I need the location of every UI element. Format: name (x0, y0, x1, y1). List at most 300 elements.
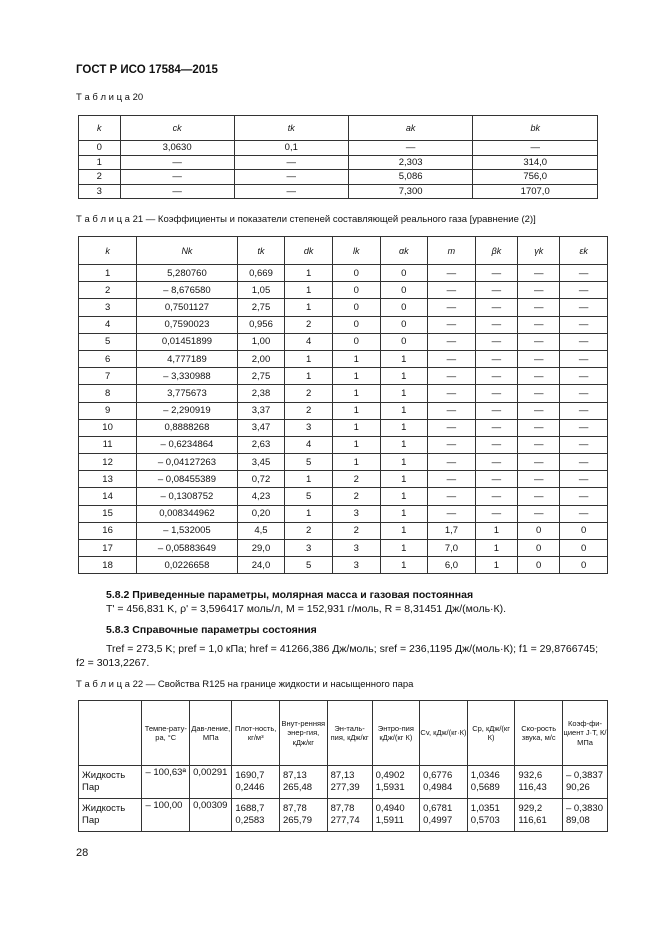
jt-vapor: 89,08 (566, 815, 590, 826)
table-cell: 0 (380, 316, 428, 333)
pressure-cell (190, 799, 232, 832)
dens-liquid: 1690,7 (235, 770, 265, 782)
table-cell: 4,23 (237, 488, 285, 505)
table-cell: — (428, 402, 476, 419)
table-cell: — (560, 402, 608, 419)
column-header: Ско-рость звука, м/с (515, 701, 563, 766)
table22-caption: Т а б л и ц а 22 — Свойства R125 на границе жидкости и насыщенного пара (76, 679, 414, 690)
table-cell: 2 (285, 402, 333, 419)
table-cell: 1 (285, 471, 333, 488)
table-row (79, 385, 608, 402)
table-cell: 14 (79, 488, 137, 505)
s-cell (372, 799, 420, 832)
table-row (79, 265, 608, 282)
table-cell: — (518, 454, 560, 471)
column-header: αk (380, 237, 428, 265)
table-cell: 0 (560, 540, 608, 557)
table-cell: 1 (332, 419, 380, 436)
table-cell: 0,8888268 (137, 419, 238, 436)
table-cell: — (475, 471, 517, 488)
table-cell: 0 (332, 333, 380, 350)
table-cell: 0 (560, 522, 608, 539)
table-cell: 1 (380, 368, 428, 385)
table-cell: 5 (285, 488, 333, 505)
cv-liquid: 0,6776 (423, 770, 453, 782)
cv-cell (420, 799, 468, 832)
table-cell: 0 (332, 282, 380, 299)
table-cell: — (428, 316, 476, 333)
table-cell: — (518, 282, 560, 299)
table-cell: 0,7590023 (137, 316, 238, 333)
table-cell: 2 (332, 488, 380, 505)
table-row (79, 419, 608, 436)
phase-vapor: Пар (82, 782, 100, 793)
jt-vapor: 90,26 (566, 782, 590, 793)
temp-value: – 100,00 (145, 800, 183, 811)
h-cell (327, 799, 372, 832)
table-cell: 3,47 (237, 419, 285, 436)
table-cell: — (560, 505, 608, 522)
column-header: k (79, 116, 121, 141)
table-cell: — (518, 471, 560, 488)
table-cell: 5,086 (348, 170, 473, 185)
table-cell: 1 (332, 454, 380, 471)
table-cell: 1 (475, 540, 517, 557)
table-cell: — (428, 471, 476, 488)
column-header: dk (285, 237, 333, 265)
table-cell: — (560, 454, 608, 471)
column-header: ak (348, 116, 473, 141)
table-cell: 1 (380, 436, 428, 453)
u-cell (280, 799, 328, 832)
table-cell: — (473, 141, 598, 156)
table-row (79, 170, 598, 185)
phase-liquid: Жидкость (82, 770, 126, 782)
column-header: Эн-таль-пия, кДж/кг (327, 701, 372, 766)
table-cell: 10 (79, 419, 137, 436)
table-cell: — (475, 299, 517, 316)
table-cell: 1 (380, 385, 428, 402)
table-cell: 1 (380, 402, 428, 419)
table-cell: — (518, 333, 560, 350)
pressure-value: 0,00309 (193, 800, 228, 811)
table-cell: — (518, 350, 560, 367)
table-cell: — (518, 505, 560, 522)
column-header: Дав-ление, МПа (190, 701, 232, 766)
table-cell: — (560, 368, 608, 385)
u-vapor: 265,79 (283, 815, 313, 826)
s-vapor: 1,5931 (375, 782, 405, 793)
table-cell: – 0,08455389 (137, 471, 238, 488)
table-cell: 3,0630 (120, 141, 234, 156)
cp-vapor: 0,5703 (470, 815, 500, 826)
table-cell: 0,72 (237, 471, 285, 488)
table-row (79, 299, 608, 316)
table-cell: 7,0 (428, 540, 476, 557)
table-cell: — (560, 316, 608, 333)
w-cell (515, 766, 563, 799)
table-cell: 1 (380, 350, 428, 367)
table-cell: 0 (380, 299, 428, 316)
table-cell: — (475, 265, 517, 282)
table-row (79, 184, 598, 199)
table-cell: 0 (332, 265, 380, 282)
table-cell: 1 (332, 385, 380, 402)
cp-vapor: 0,5689 (470, 782, 500, 793)
table-row (79, 540, 608, 557)
table-row (79, 155, 598, 170)
table-cell: 7,300 (348, 184, 473, 199)
table-cell: 3 (332, 557, 380, 574)
table-cell: 4 (285, 436, 333, 453)
cv-cell (420, 766, 468, 799)
table-cell: 1 (79, 265, 137, 282)
table-cell: 18 (79, 557, 137, 574)
table-cell: 1 (79, 155, 121, 170)
table-cell: – 0,05883649 (137, 540, 238, 557)
table-cell: 4 (79, 316, 137, 333)
table-cell: — (560, 265, 608, 282)
table-cell: 7 (79, 368, 137, 385)
table-cell: 5 (79, 333, 137, 350)
w-vapor: 116,61 (518, 815, 547, 826)
table-cell: 11 (79, 436, 137, 453)
table-cell: 1 (380, 540, 428, 557)
table-cell: 1 (285, 368, 333, 385)
table-cell: — (120, 184, 234, 199)
table-cell: 13 (79, 471, 137, 488)
table-cell: — (234, 155, 348, 170)
table-row (79, 282, 608, 299)
table-cell: – 2,290919 (137, 402, 238, 419)
table-cell: 1 (475, 557, 517, 574)
table-cell: — (428, 505, 476, 522)
cp-liquid: 1,0351 (470, 803, 500, 815)
dens-cell (232, 766, 280, 799)
column-header: Cv, кДж/(кг·К) (420, 701, 468, 766)
table-cell: — (475, 454, 517, 471)
table-cell: 0 (560, 557, 608, 574)
section-582-title: 5.8.2 Приведенные параметры, молярная масса и газовая постоянная (106, 589, 474, 601)
table-cell: 0 (518, 557, 560, 574)
table-row (79, 766, 608, 799)
h-vapor: 277,39 (330, 782, 360, 793)
table-cell: — (428, 350, 476, 367)
table-cell: 3 (332, 540, 380, 557)
table-cell: 1,05 (237, 282, 285, 299)
table-cell: — (475, 436, 517, 453)
table-cell: 2,75 (237, 368, 285, 385)
table-cell: 8 (79, 385, 137, 402)
table-cell: — (234, 184, 348, 199)
jt-cell (563, 766, 608, 799)
w-vapor: 116,43 (518, 782, 547, 793)
table-cell: — (428, 436, 476, 453)
table-cell: — (518, 368, 560, 385)
table-cell: — (475, 350, 517, 367)
table-cell: — (428, 282, 476, 299)
table-cell: 0,669 (237, 265, 285, 282)
table-cell: — (518, 299, 560, 316)
column-header: Коэф-фи-циент J·T, К/МПа (563, 701, 608, 766)
table-cell: — (560, 471, 608, 488)
table-cell: — (518, 265, 560, 282)
table-cell: 3 (285, 419, 333, 436)
table-row (79, 316, 608, 333)
s-liquid: 0,4902 (375, 770, 405, 782)
table-cell: 12 (79, 454, 137, 471)
table-cell: 3,775673 (137, 385, 238, 402)
table-cell: – 0,1308752 (137, 488, 238, 505)
table-cell: 2 (285, 385, 333, 402)
table-row (79, 333, 608, 350)
table-cell: 1 (380, 454, 428, 471)
column-header: tk (234, 116, 348, 141)
phase-cell (79, 799, 142, 832)
column-header: tk (237, 237, 285, 265)
table-cell: 0,20 (237, 505, 285, 522)
column-header: bk (473, 116, 598, 141)
table-cell: 0,7501127 (137, 299, 238, 316)
table-cell: 0 (79, 141, 121, 156)
u-liquid: 87,78 (283, 803, 307, 815)
table-cell: 1 (285, 282, 333, 299)
table-cell: 756,0 (473, 170, 598, 185)
table-cell: — (560, 488, 608, 505)
table-cell: 1707,0 (473, 184, 598, 199)
pressure-cell (190, 766, 232, 799)
table-row (79, 522, 608, 539)
table-cell: — (560, 299, 608, 316)
table-cell: — (428, 385, 476, 402)
table-cell: 2,75 (237, 299, 285, 316)
table-row (79, 488, 608, 505)
h-cell (327, 766, 372, 799)
cp-cell (467, 766, 515, 799)
table-cell: 0,1 (234, 141, 348, 156)
table-row (79, 402, 608, 419)
section-583-title: 5.8.3 Справочные параметры состояния (106, 624, 317, 636)
s-liquid: 0,4940 (375, 803, 405, 815)
dens-vapor: 0,2446 (235, 782, 265, 793)
table-cell: — (475, 402, 517, 419)
table-cell: — (428, 419, 476, 436)
table21-caption: Т а б л и ц а 21 — Коэффициенты и показатели степеней составляющей реального газа [уравнение (2)] (76, 214, 536, 225)
cp-liquid: 1,0346 (470, 770, 500, 782)
table-cell: — (518, 436, 560, 453)
table-cell: 0 (518, 540, 560, 557)
table-22 (78, 700, 608, 832)
table-cell: 3,45 (237, 454, 285, 471)
column-header: Cp, кДж/(кг К) (467, 701, 515, 766)
table-cell: 4,5 (237, 522, 285, 539)
section-582-body: T' = 456,831 K, ρ' = 3,596417 моль/л, M = 152,931 г/моль, R = 8,31451 Дж/(моль·К). (106, 603, 507, 615)
column-header: Внут-ренняя энер-гия, кДж/кг (280, 701, 328, 766)
u-liquid: 87,13 (283, 770, 307, 782)
table-cell: 15 (79, 505, 137, 522)
table-cell: 1 (332, 402, 380, 419)
table-cell: 2,38 (237, 385, 285, 402)
table-cell: — (560, 350, 608, 367)
table-cell: — (560, 419, 608, 436)
table-cell: — (518, 402, 560, 419)
table-cell: 1 (380, 557, 428, 574)
table-cell: – 0,04127263 (137, 454, 238, 471)
jt-liquid: – 0,3837 (566, 770, 603, 782)
table-cell: 1 (475, 522, 517, 539)
table-cell: – 0,6234864 (137, 436, 238, 453)
temp-cell (142, 766, 190, 799)
table-cell: – 1,532005 (137, 522, 238, 539)
w-cell (515, 799, 563, 832)
table-cell: — (475, 333, 517, 350)
jt-cell (563, 799, 608, 832)
table-cell: 0,0226658 (137, 557, 238, 574)
table-cell: 0 (332, 299, 380, 316)
table-cell: 2 (285, 316, 333, 333)
table-cell: 3 (79, 299, 137, 316)
column-header: βk (475, 237, 517, 265)
table-cell: 2,63 (237, 436, 285, 453)
table-cell: 5,280760 (137, 265, 238, 282)
column-header: Плот-ность, кг/м³ (232, 701, 280, 766)
h-liquid: 87,78 (330, 803, 355, 815)
table-cell: — (428, 368, 476, 385)
u-cell (280, 766, 328, 799)
table-cell: 29,0 (237, 540, 285, 557)
w-liquid: 929,2 (518, 803, 543, 815)
document-header: ГОСТ Р ИСО 17584—2015 (76, 64, 218, 76)
table-cell: 3 (332, 505, 380, 522)
table-cell: 4 (285, 333, 333, 350)
table-cell: — (475, 505, 517, 522)
jt-liquid: – 0,3830 (566, 803, 603, 815)
table-cell: 17 (79, 540, 137, 557)
table-cell: — (475, 316, 517, 333)
table-cell: 1 (380, 488, 428, 505)
table-cell: — (428, 299, 476, 316)
table-cell: 1 (380, 505, 428, 522)
table-cell: — (475, 368, 517, 385)
table-cell: 5 (285, 557, 333, 574)
h-liquid: 87,13 (330, 770, 355, 782)
table-cell: 3 (285, 540, 333, 557)
table-cell: 0,008344962 (137, 505, 238, 522)
table-cell: 0 (380, 333, 428, 350)
w-liquid: 932,6 (518, 770, 543, 782)
table-cell: 24,0 (237, 557, 285, 574)
table-cell: 2 (285, 522, 333, 539)
table-row (79, 141, 598, 156)
table-cell: 1,00 (237, 333, 285, 350)
column-header: Энтро-пия кДж/(кг К) (372, 701, 420, 766)
table-cell: 2,303 (348, 155, 473, 170)
temp-cell (142, 799, 190, 832)
column-header: k (79, 237, 137, 265)
table-cell: 2 (332, 471, 380, 488)
table-cell: — (428, 488, 476, 505)
table-cell: — (518, 419, 560, 436)
table-cell: 0 (380, 282, 428, 299)
table-cell: 0,956 (237, 316, 285, 333)
column-header: ck (120, 116, 234, 141)
table-cell: 6,0 (428, 557, 476, 574)
table-cell: — (560, 333, 608, 350)
table-cell: 2 (332, 522, 380, 539)
table-cell: 3 (79, 184, 121, 199)
table-cell: 0,01451899 (137, 333, 238, 350)
table-cell: — (518, 385, 560, 402)
table-cell: — (348, 141, 473, 156)
table-cell: — (428, 265, 476, 282)
table-cell: 6 (79, 350, 137, 367)
table-row (79, 505, 608, 522)
table-cell: 1 (285, 265, 333, 282)
table-cell: 0 (518, 522, 560, 539)
table-cell: — (560, 385, 608, 402)
column-header: m (428, 237, 476, 265)
column-header: lk (332, 237, 380, 265)
table-row (79, 368, 608, 385)
s-cell (372, 766, 420, 799)
table-cell: 5 (285, 454, 333, 471)
h-vapor: 277,74 (330, 815, 360, 826)
phase-cell (79, 766, 142, 799)
table-cell: 1 (285, 299, 333, 316)
phase-liquid: Жидкость (82, 803, 126, 815)
table-20 (78, 115, 598, 199)
table-cell: 1 (380, 419, 428, 436)
table-21 (78, 236, 608, 574)
table-cell: 1 (285, 505, 333, 522)
table-cell: 9 (79, 402, 137, 419)
table-row (79, 454, 608, 471)
table-cell: — (428, 454, 476, 471)
table-cell: — (428, 333, 476, 350)
phase-vapor: Пар (82, 815, 100, 826)
pressure-value: 0,00291 (193, 767, 228, 778)
table-cell: — (475, 385, 517, 402)
page-number: 28 (76, 847, 89, 859)
table-cell: — (475, 419, 517, 436)
table-row (79, 436, 608, 453)
table-cell: 1 (332, 436, 380, 453)
table-row (79, 471, 608, 488)
table-row (79, 799, 608, 832)
table20-caption: Т а б л и ц а 20 (76, 92, 144, 103)
table-cell: – 8,676580 (137, 282, 238, 299)
dens-vapor: 0,2583 (235, 815, 265, 826)
u-vapor: 265,48 (283, 782, 313, 793)
table-cell: 0 (332, 316, 380, 333)
cv-liquid: 0,6781 (423, 803, 453, 815)
cv-vapor: 0,4997 (423, 815, 453, 826)
table-row (79, 350, 608, 367)
table-cell: 1 (380, 522, 428, 539)
table-cell: 1,7 (428, 522, 476, 539)
table-cell: 4,777189 (137, 350, 238, 367)
table-cell: — (560, 436, 608, 453)
table-cell: — (120, 170, 234, 185)
table-cell: 1 (332, 368, 380, 385)
table-cell: 314,0 (473, 155, 598, 170)
table-cell: — (475, 488, 517, 505)
table-cell: — (518, 316, 560, 333)
column-header: Темпе-рату-ра, °С (142, 701, 190, 766)
temp-value: – 100,63ª (145, 767, 186, 778)
table-cell: 1 (380, 471, 428, 488)
dens-liquid: 1688,7 (235, 803, 265, 815)
